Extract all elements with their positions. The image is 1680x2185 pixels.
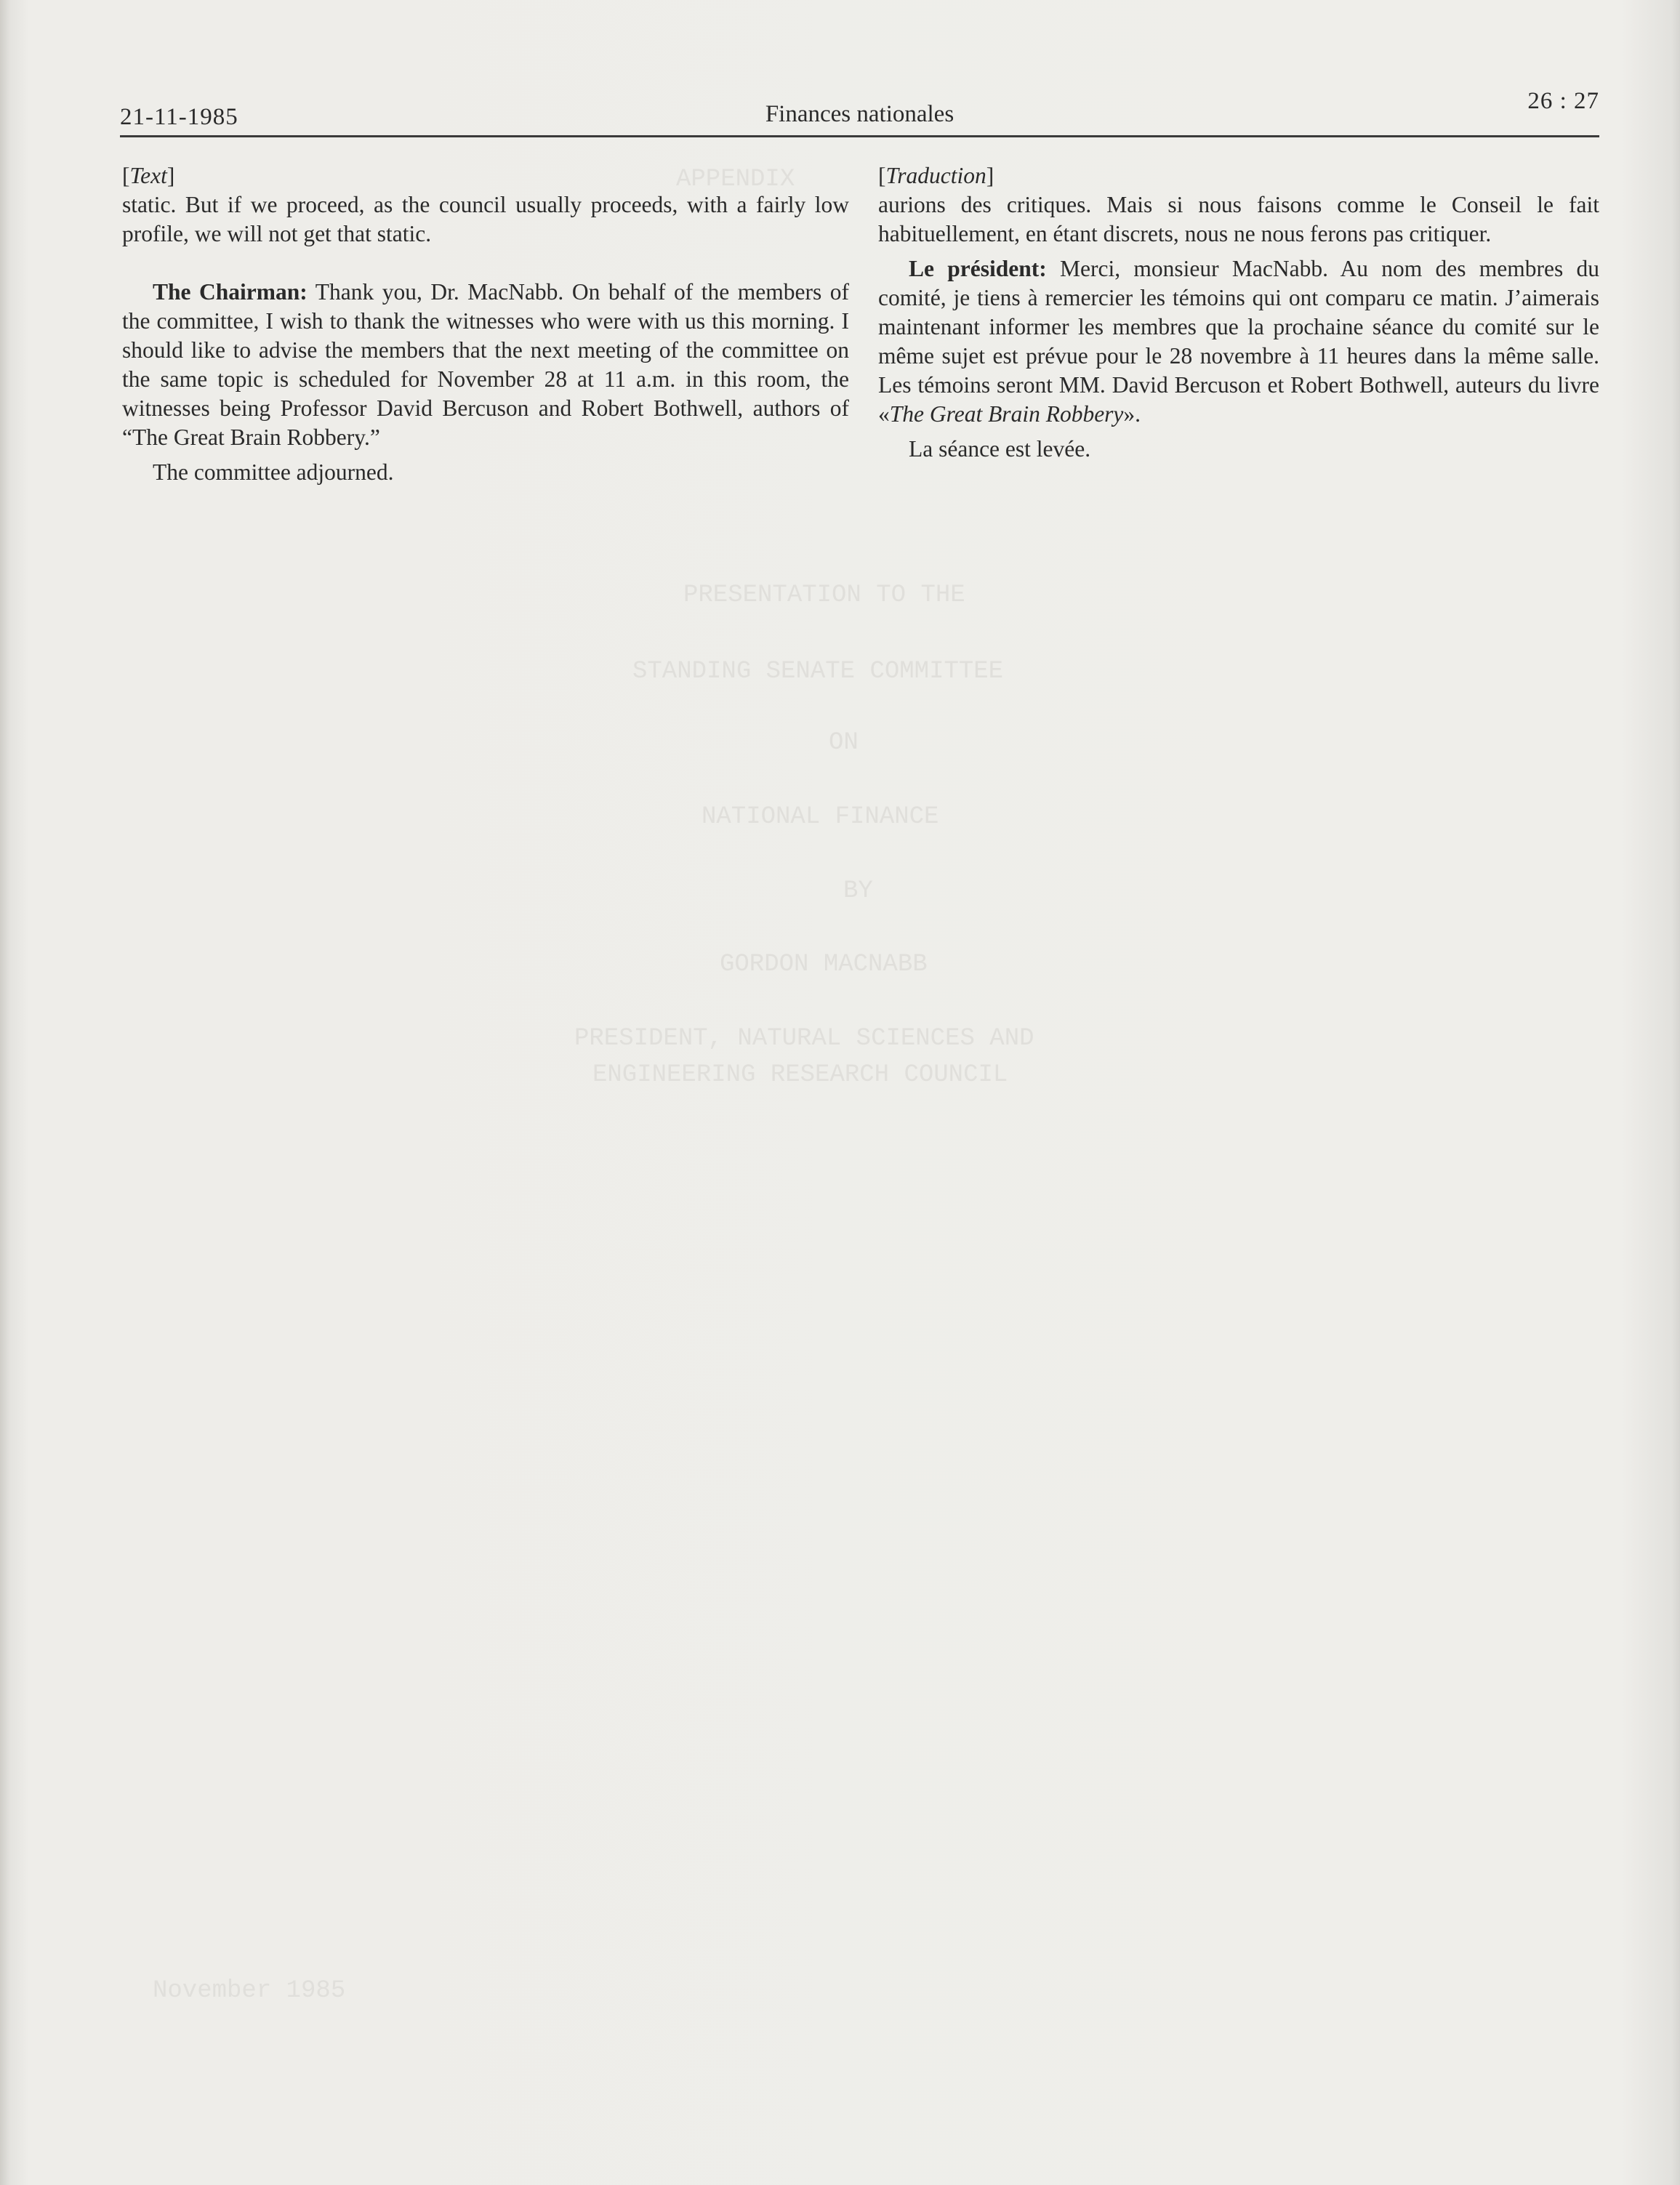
show-through-line: ON xyxy=(829,729,859,757)
speech-text-end: ». xyxy=(1123,401,1141,427)
speaker-name: Le président: xyxy=(909,256,1047,281)
language-label-text: Text xyxy=(129,163,167,188)
paragraph xyxy=(122,278,849,452)
english-column xyxy=(122,161,849,487)
header-title: Finances nationales xyxy=(765,101,954,127)
running-header xyxy=(120,80,1599,137)
paragraph: La séance est levée. xyxy=(909,436,1091,462)
paragraph: static. But if we proceed, as the council usually proceeds, with a fairly low profile, we will not get that static. xyxy=(122,192,849,246)
paragraph xyxy=(878,254,1599,429)
speaker-name: The Chairman: xyxy=(153,279,308,305)
show-through-line: BY xyxy=(843,877,873,905)
french-column xyxy=(878,161,1599,464)
paragraph: The committee adjourned. xyxy=(153,459,394,485)
show-through-line: PRESIDENT, NATURAL SCIENCES AND xyxy=(574,1025,1034,1053)
paragraph: aurions des critiques. Mais si nous faisons comme le Conseil le fait habituellement, en étant discrets, nous ne nous ferons pas critiquer. xyxy=(878,192,1599,246)
language-label-text: Traduction xyxy=(885,163,986,188)
show-through-line: APPENDIX xyxy=(676,166,795,193)
language-label: [Traduction] xyxy=(878,163,994,188)
show-through-line: ENGINEERING RESEARCH COUNCIL xyxy=(592,1061,1008,1089)
book-title: The Great Brain Robbery xyxy=(889,401,1124,427)
speech-text: Thank you, Dr. MacNabb. On behalf of the members of the committee, I wish to thank the witnesses who were with us this morning. I should like to advise the members that the next meeting of the committee on the same topic is scheduled for November 28 at 11 a.m. in this room, the witnesses being Professor David Bercuson and Robert Bothwell, authors of “The Great Brain Robbery.” xyxy=(122,279,850,450)
show-through-line: PRESENTATION TO THE xyxy=(683,582,965,609)
show-through-line: STANDING SENATE COMMITTEE xyxy=(632,658,1004,685)
show-through-line: GORDON MACNABB xyxy=(720,951,928,978)
show-through-footer: November 1985 xyxy=(153,1977,346,2005)
header-date: 21-11-1985 xyxy=(120,104,238,130)
language-label: [Text] xyxy=(122,163,175,188)
show-through-line: NATIONAL FINANCE xyxy=(702,803,939,831)
speech-text: Merci, monsieur MacNabb. Au nom des membres du comité, je tiens à remercier les témoins qui ont comparu ce matin. J’aimerais maintenant informer les membres que la prochaine séance du comité sur le même sujet est prévue pour le 28 novembre à 11 heures dans la même salle. Les témoins seront MM. David Bercuson et Robert Bothwell, auteurs du livre « xyxy=(878,256,1599,427)
page-number: 26 : 27 xyxy=(1527,88,1599,114)
